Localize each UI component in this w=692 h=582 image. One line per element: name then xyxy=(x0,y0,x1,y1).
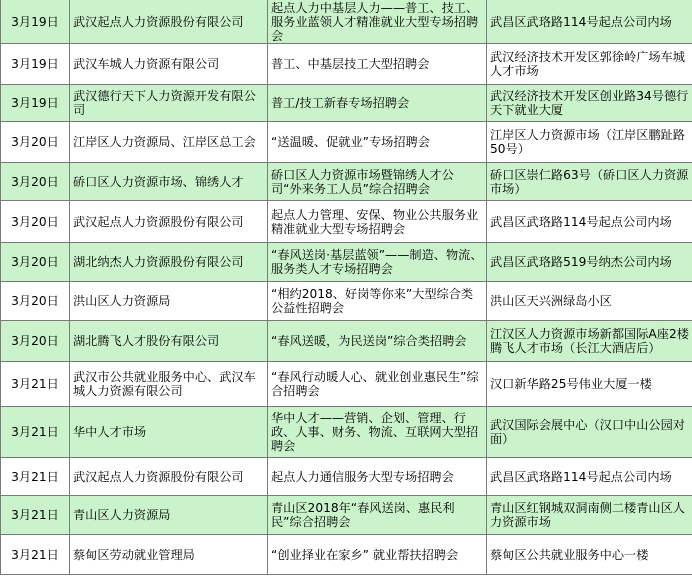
date-cell: 3月20日 xyxy=(1,201,70,243)
event-cell: “春风送暖，为民送岗”综合类招聘会 xyxy=(268,321,487,362)
event-cell: 青山区2018年“春风送岗、惠民利民”综合招聘会 xyxy=(268,496,487,535)
event-cell: 起点人力中基层人力——普工、技工、服务业蓝领人才精准就业大型专场招聘会 xyxy=(268,0,487,44)
date-cell: 3月21日 xyxy=(1,496,70,535)
venue-cell: 洪山区天兴洲绿岛小区 xyxy=(487,282,692,321)
event-cell: 普工/技工新春专场招聘会 xyxy=(268,85,487,122)
event-cell: “春风送岗·基层蓝领”——制造、物流、服务类人才专场招聘会 xyxy=(268,243,487,282)
date-cell: 3月20日 xyxy=(1,163,70,201)
organizer-cell: 江岸区人力资源局、江岸区总工会 xyxy=(70,122,268,163)
venue-cell: 青山区红钢城双洞南侧二楼青山区人力资源市场 xyxy=(487,496,692,535)
organizer-cell: 蔡甸区劳动就业管理局 xyxy=(70,535,268,575)
table-row xyxy=(1,122,692,163)
venue-cell: 蔡甸区公共就业服务中心一楼 xyxy=(487,535,692,575)
organizer-cell: 青山区人力资源局 xyxy=(70,496,268,535)
table-row xyxy=(1,282,692,321)
organizer-cell: 武汉起点人力资源股份有限公司 xyxy=(70,201,268,243)
event-cell: “春风行动暖人心、就业创业惠民生”综合招聘会 xyxy=(268,362,487,407)
table-row xyxy=(1,201,692,243)
organizer-cell: 华中人才市场 xyxy=(70,407,268,458)
date-cell: 3月20日 xyxy=(1,321,70,362)
venue-cell: 硚口区崇仁路63号（硚口区人力资源市场） xyxy=(487,163,692,201)
venue-cell: 武昌区武珞路114号起点公司内场 xyxy=(487,201,692,243)
date-cell: 3月19日 xyxy=(1,85,70,122)
table-row xyxy=(1,163,692,201)
table-row xyxy=(1,0,692,44)
organizer-cell: 湖北纳杰人力资源股份有限公司 xyxy=(70,243,268,282)
venue-cell: 武昌区武珞路114号起点公司内场 xyxy=(487,0,692,44)
event-cell: “创业择业在家乡” 就业帮扶招聘会 xyxy=(268,535,487,575)
event-cell: 起点人力管理、安保、物业公共服务业精准就业大型专场招聘会 xyxy=(268,201,487,243)
table-row xyxy=(1,362,692,407)
organizer-cell: 硚口区人力资源市场、锦绣人才 xyxy=(70,163,268,201)
organizer-cell: 武汉起点人力资源股份有限公司 xyxy=(70,458,268,496)
venue-cell: 汉口新华路25号伟业大厦一楼 xyxy=(487,362,692,407)
venue-cell: 江岸区人力资源市场（江岸区鹏趾路50号） xyxy=(487,122,692,163)
organizer-cell: 洪山区人力资源局 xyxy=(70,282,268,321)
date-cell: 3月21日 xyxy=(1,535,70,575)
venue-cell: 武昌区武珞路114号起点公司内场 xyxy=(487,458,692,496)
table-row xyxy=(1,496,692,535)
event-cell: “相约2018、好岗等你来”大型综合类公益性招聘会 xyxy=(268,282,487,321)
venue-cell: 江汉区人力资源市场新都国际A座2楼腾飞人才市场（长江大酒店后） xyxy=(487,321,692,362)
date-cell: 3月21日 xyxy=(1,458,70,496)
date-cell: 3月20日 xyxy=(1,282,70,321)
event-cell: 起点人力通信服务大型专场招聘会 xyxy=(268,458,487,496)
venue-cell: 武汉国际会展中心（汉口中山公园对面） xyxy=(487,407,692,458)
event-cell: 普工、中基层技工大型招聘会 xyxy=(268,44,487,85)
event-cell: 华中人才——营销、企划、管理、行政、人事、财务、物流、互联网大型招聘会 xyxy=(268,407,487,458)
date-cell: 3月21日 xyxy=(1,362,70,407)
table-row xyxy=(1,243,692,282)
organizer-cell: 武汉德行天下人力资源开发有限公司 xyxy=(70,85,268,122)
table-row xyxy=(1,535,692,575)
venue-cell: 武汉经济技术开发区郭徐岭广场车城人才市场 xyxy=(487,44,692,85)
venue-cell: 武昌区武珞路519号纳杰公司内场 xyxy=(487,243,692,282)
organizer-cell: 武汉市公共就业服务中心、武汉车城人力资源有限公司 xyxy=(70,362,268,407)
venue-cell: 武汉经济技术开发区创业路34号德行天下就业大厦 xyxy=(487,85,692,122)
date-cell: 3月20日 xyxy=(1,122,70,163)
event-cell: “送温暖、促就业”专场招聘会 xyxy=(268,122,487,163)
event-cell: 硚口区人力资源市场暨锦绣人才公司“外来务工人员”综合招聘会 xyxy=(268,163,487,201)
table-row xyxy=(1,85,692,122)
table-row xyxy=(1,44,692,85)
date-cell: 3月19日 xyxy=(1,0,70,44)
table-row xyxy=(1,321,692,362)
table-row xyxy=(1,407,692,458)
table-row xyxy=(1,458,692,496)
organizer-cell: 湖北腾飞人才股份有限公司 xyxy=(70,321,268,362)
organizer-cell: 武汉起点人力资源股份有限公司 xyxy=(70,0,268,44)
date-cell: 3月20日 xyxy=(1,243,70,282)
date-cell: 3月19日 xyxy=(1,44,70,85)
date-cell: 3月21日 xyxy=(1,407,70,458)
organizer-cell: 武汉车城人力资源有限公司 xyxy=(70,44,268,85)
